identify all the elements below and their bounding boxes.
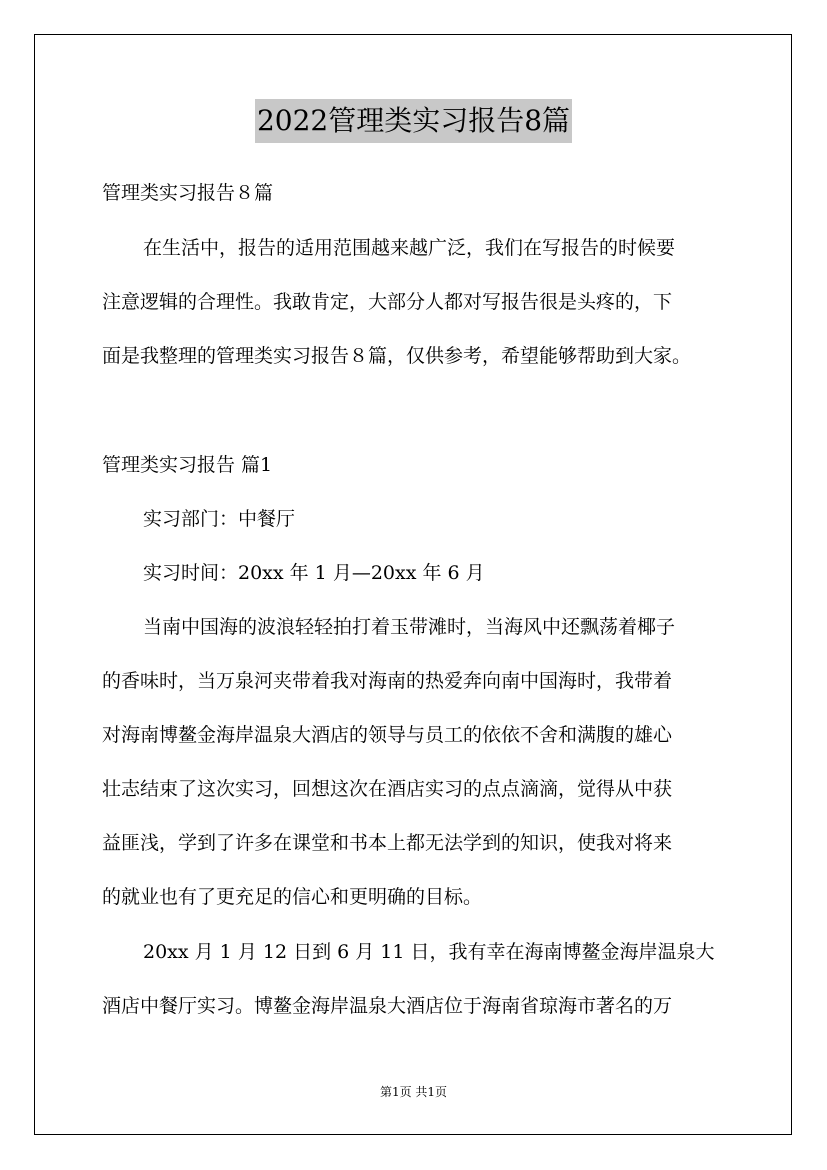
- paragraph-line: 酒店中餐厅实习。博鳌金海岸温泉大酒店位于海南省琼海市著名的万: [102, 995, 673, 1017]
- paragraph-line: 20xx 月 1 月 12 日到 6 月 11 日，我有幸在海南博鳌金海岸温泉大: [143, 941, 715, 963]
- paragraph-line: 益匪浅，学到了许多在课堂和书本上都无法学到的知识，使我对将来: [102, 832, 673, 854]
- internship-department: 实习部门：中餐厅: [143, 508, 296, 530]
- page-footer: 第1页 共1页: [379, 1085, 448, 1099]
- section-heading-intro: 管理类实习报告８篇: [102, 182, 274, 204]
- paragraph-line: 面是我整理的管理类实习报告８篇，仅供参考，希望能够帮助到大家。: [102, 345, 692, 367]
- paragraph-line: 在生活中，报告的适用范围越来越广泛，我们在写报告的时候要: [143, 237, 676, 259]
- paragraph-line: 的香味时，当万泉河夹带着我对海南的热爱奔向南中国海时，我带着: [102, 670, 673, 692]
- section-heading-1: 管理类实习报告 篇1: [102, 454, 273, 476]
- paragraph-line: 注意逻辑的合理性。我敢肯定，大部分人都对写报告很是头疼的，下: [102, 291, 673, 313]
- paragraph-line: 当南中国海的波浪轻轻拍打着玉带滩时，当海风中还飘荡着椰子: [143, 616, 676, 638]
- title-container: [0, 99, 827, 143]
- paragraph-line: 对海南博鳌金海岸温泉大酒店的领导与员工的依依不舍和满腹的雄心: [102, 724, 673, 746]
- paragraph-line: 壮志结束了这次实习，回想这次在酒店实习的点点滴滴，觉得从中获: [102, 778, 673, 800]
- internship-period: 实习时间：20xx 年 1 月—20xx 年 6 月: [143, 562, 485, 584]
- document-title: 2022管理类实习报告8篇: [255, 99, 572, 143]
- paragraph-line: 的就业也有了更充足的信心和更明确的目标。: [102, 886, 483, 908]
